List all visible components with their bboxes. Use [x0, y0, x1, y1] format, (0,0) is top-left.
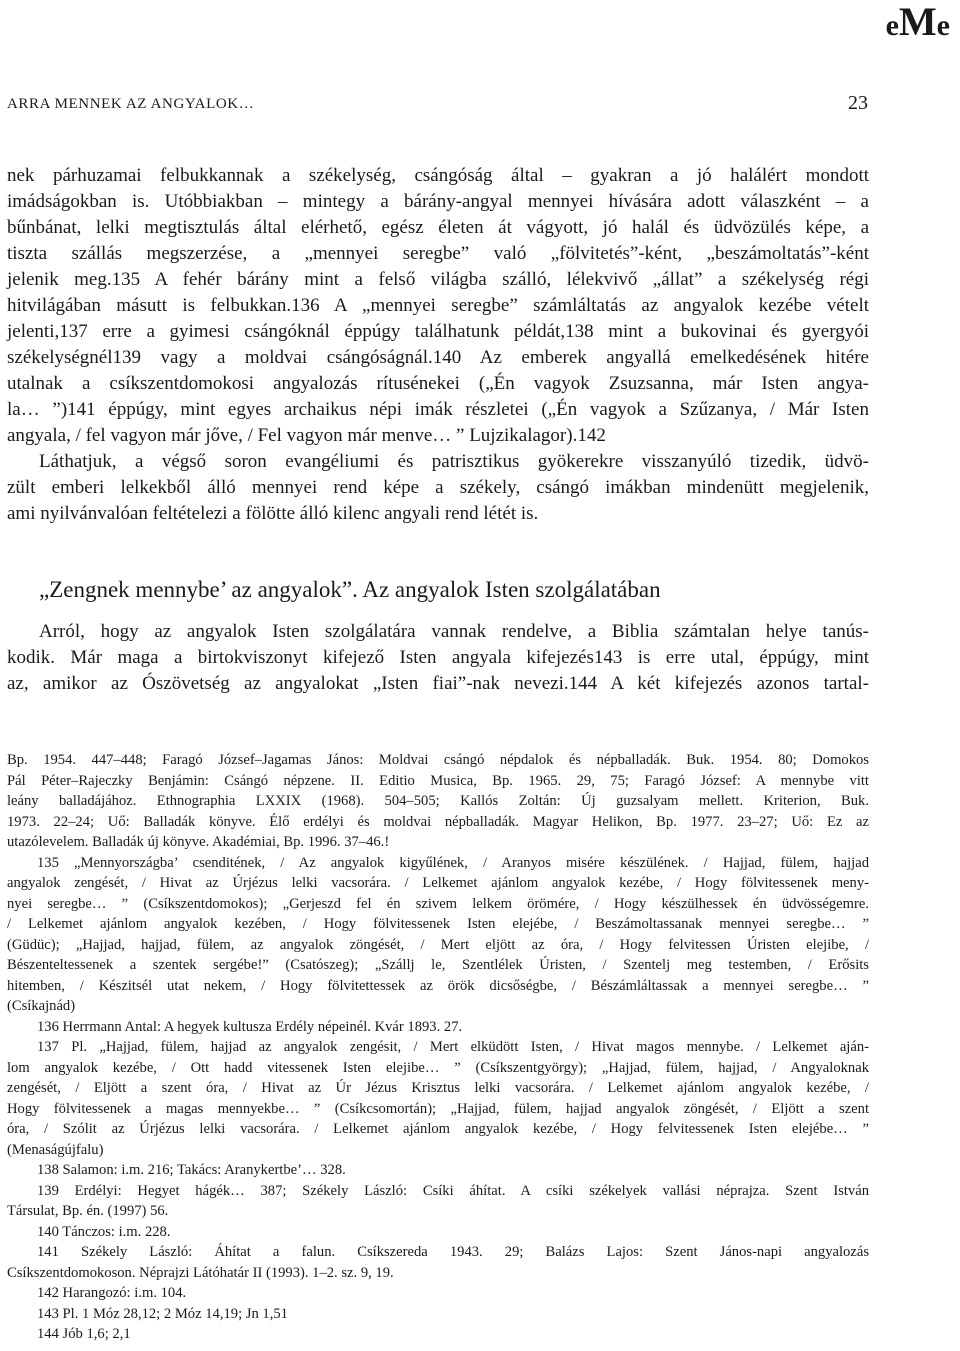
- footnote-139: [7, 1181, 869, 1222]
- footnote-line: 136 Herrmann Antal: A hegyek kultusza Erdély népeinél. Kvár 1893. 27.: [37, 1018, 463, 1035]
- footnote-line: leány balladájához. Ethnographia LXXIX (1968). 504–505; Kallós Zoltán: Új guzsalyam mellett. Kriterion, Buk.: [7, 793, 869, 809]
- footnote-144: [7, 1324, 869, 1345]
- text-line: angyala, / fel vagyon már jőve, / Fel vagyon már menve… ” Lujzikalagor).142: [7, 425, 606, 446]
- footnotes: [7, 750, 869, 1345]
- footnote-line: óra, / Szólit az Úrjézus lelki vacsorára. / Lelkemet ajánlom angyalok kezébe, / Hogy felvitessenek Isten elejébe… ”: [7, 1121, 869, 1137]
- footnote-line: zengését, / Eljött a szent óra, / Hivat az Úr Jézus Krisztus lelki vacsorára. / Lelkemet ajánlom angyalok kezébe, /: [7, 1080, 869, 1096]
- text-line: hitvilágában másutt is felbukkan.136 A „mennyei seregbe” számláltatás az angyalok kezébe vételt: [7, 295, 869, 316]
- footnote-line: 1973. 22–24; Uő: Balladák könyve. Élő erdélyi és moldvai népballadák. Magyar Helikon, Bp. 1977. 23–27; Uő: Ez az: [7, 813, 869, 830]
- text-line: Arról, hogy az angyalok Isten szolgálatára vannak rendelve, a Biblia számtalan helye tanús-: [39, 621, 869, 642]
- footnote-line: 139 Erdélyi: Hegyet hágék… 387; Székely László: Csíki áhítat. A csíki székelyek vallási néprajza. Szent István: [37, 1182, 869, 1199]
- text-line: Láthatjuk, a végső soron evangéliumi és patrisztikus gyökerekre visszanyúló tizedik, üdvö-: [39, 451, 869, 472]
- text-line: imádságokban is. Utóbbiakban – mintegy a bárány-angyal mennyei hívására adott válaszként – a: [7, 191, 869, 212]
- running-head: ARRA MENNEK AZ ANGYALOK…: [7, 96, 255, 112]
- text-line: utalnak a csíkszentdomokosi angyalozás rítusénekei („Én vagyok Zsuzsanna, már Isten angya-: [7, 373, 869, 394]
- footnote-138: [7, 1160, 869, 1181]
- text-line: székelységnél139 vagy a moldvai csángóságnál.140 Az emberek angyallá emelkedésének hitére: [7, 347, 869, 368]
- footnote-line: 135 „Mennyországba’ csenditének, / Az angyalok kigyűlének, / Aranyos misére készülének. / Hajjad, fülem, hajjad: [37, 854, 869, 871]
- footnote-line: 142 Harangozó: i.m. 104.: [37, 1285, 187, 1301]
- footnote-143: [7, 1304, 869, 1325]
- footnote-140: [7, 1222, 869, 1243]
- footnote-line: (Csíkajnád): [7, 998, 76, 1014]
- footnote-line: 137 Pl. „Hajjad, fülem, hajjad az angyalok zengésit, / Mert elküdött Isten, / Hivat magos mennybe. / Lelkemet aján-: [37, 1039, 869, 1055]
- footnote-line: 144 Jób 1,6; 2,1: [37, 1326, 131, 1342]
- footnote-line: hitemben, / Készitsél utat nekem, / Hogy fölvitettessek az örök dicsőségbe, / Bészámláltassak a mennyei seregbe… ”: [7, 977, 869, 994]
- text-line: tiszta szállás megszerzése, a „mennyei seregbe” való „fölvitetés”-ként, „beszámoltatás”-ként: [7, 243, 869, 264]
- text-line: kodik. Már maga a birtokviszonyt kifejező Isten angyala kifejezés143 is erre utal, éppúgy, mint: [7, 647, 869, 668]
- footnote-line: 143 Pl. 1 Móz 28,12; 2 Móz 14,19; Jn 1,51: [37, 1305, 288, 1322]
- footnote-137: [7, 1037, 869, 1160]
- text-line: la… ”)141 éppúgy, mint egyes archaikus népi imák részletei („Én vagyok a Szűzanya, / Már Isten: [7, 399, 869, 420]
- footnote-line: / Lelkemet ajánlom angyalok kezében, / Hogy fölvitessenek Isten elejébe, / Beszámoltassanak mennyei seregbe… ”: [7, 916, 869, 932]
- footnote-line: (Menaságújfalu): [7, 1141, 104, 1158]
- footnote-line: Hogy fölvitessenek a magas mennyekbe… ” (Csíkcsomortán); „Hajjad, fülem, hajjad angyalok zöngését, / Eljött a szent: [7, 1100, 869, 1117]
- paragraph-1: [7, 163, 869, 449]
- text-line: ami nyilvánvalóan feltételezi a fölötte álló kilenc angyali rend létét is.: [7, 503, 539, 524]
- text-line: nek párhuzamai felbukkannak a székelység, csángóság által – gyakran a jó halálért mondott: [7, 165, 869, 186]
- text-line: jelenti,137 erre a gyimesi csángóknál éppúgy találhatunk példát,138 mint a bukovinai és gyergyói: [7, 321, 869, 342]
- footnote-135: [7, 853, 869, 1017]
- text-line: bűnbánat, lelki megtisztulás által elérhető, egész életen át vágyott, jó halál és üdvözülés képe, a: [7, 217, 869, 238]
- text-line: jelenik meg.135 A fehér bárány mint a felső világba szálló, lélekvivő „állat” a székelység régi: [7, 269, 869, 290]
- footnote-line: Bp. 1954. 447–448; Faragó József–Jagamas János: Moldvai csángó népdalok és népballadák. Buk. 1954. 80; Domokos: [7, 752, 869, 768]
- footnote-line: utazólevelem. Balladák új könyve. Akadémiai, Bp. 1996. 37–46.!: [7, 834, 390, 850]
- section-heading: „Zengnek mennybe’ az angyalok”. Az angyalok Isten szolgálatában: [39, 577, 661, 602]
- footnote-continuation: [7, 750, 869, 853]
- text-line: zült emberi lelkekből álló mennyei rend képe a székely, csángó imákban mindenütt megjelenik,: [7, 477, 869, 498]
- page-number: 23: [848, 92, 868, 114]
- footnote-line: (Güdüc); „Hajjad, hajjad, fülem, az angyalok zöngését, / Mert eljött az óra, / Hogy felvitessen Úristen elejibe, /: [7, 936, 869, 953]
- footnote-141: [7, 1242, 869, 1283]
- footnote-line: angyalok zengését, / Hivat az Úrjézus lelki vacsorára. / Lelkemet ajánlom angyalok kezébe, / Hogy fölvitessenek meny-: [7, 875, 869, 891]
- text-line: az, amikor az Ószövetség az angyalokat „Isten fiai”-nak nevezi.144 A két kifejezés azonos tartal-: [7, 673, 869, 694]
- footnote-line: Társulat, Bp. én. (1997) 56.: [7, 1203, 169, 1219]
- paragraph-3: [7, 619, 869, 697]
- paragraph-2: [7, 449, 869, 527]
- footnote-line: nyei seregbe… ” (Csíkszentdomokos); „Gerjeszd fel én szivem lelkem örömére, / Hogy készülhessek én üdvösségemre.: [7, 895, 869, 912]
- footnote-136: [7, 1017, 869, 1038]
- footnote-line: 141 Székely László: Áhítat a falun. Csíkszereda 1943. 29; Balázs Lajos: Szent János-napi angyalozás: [37, 1244, 869, 1260]
- main-text: [7, 163, 869, 697]
- footnote-line: Csíkszentdomokoson. Néprajzi Látóhatár II (1993). 1–2. sz. 9, 19.: [7, 1264, 394, 1281]
- footnote-line: Bészenteltessenek a szentek sergébe!” (Csatószeg); „Szállj le, Szentlélek Úristen, / Szentelj meg testemben, / Erősits: [7, 957, 869, 973]
- footnote-line: 140 Tánczos: i.m. 228.: [37, 1223, 171, 1240]
- footnote-line: lom angyalok kezébe, / Ott hadd vitessenek Isten elejibe… ” (Csíkszentgyörgy); „Hajjad, fülem, hajjad, / Angyaloknak: [7, 1059, 869, 1076]
- journal-logo: eMe: [885, 0, 950, 44]
- footnote-line: Pál Péter–Rajeczky Benjámin: Csángó népzene. II. Editio Musica, Bp. 1965. 29, 75; Faragó József: A mennybe vitt: [7, 772, 869, 789]
- footnote-line: 138 Salamon: i.m. 216; Takács: Aranykertbe’… 328.: [37, 1162, 346, 1178]
- footnote-142: [7, 1283, 869, 1304]
